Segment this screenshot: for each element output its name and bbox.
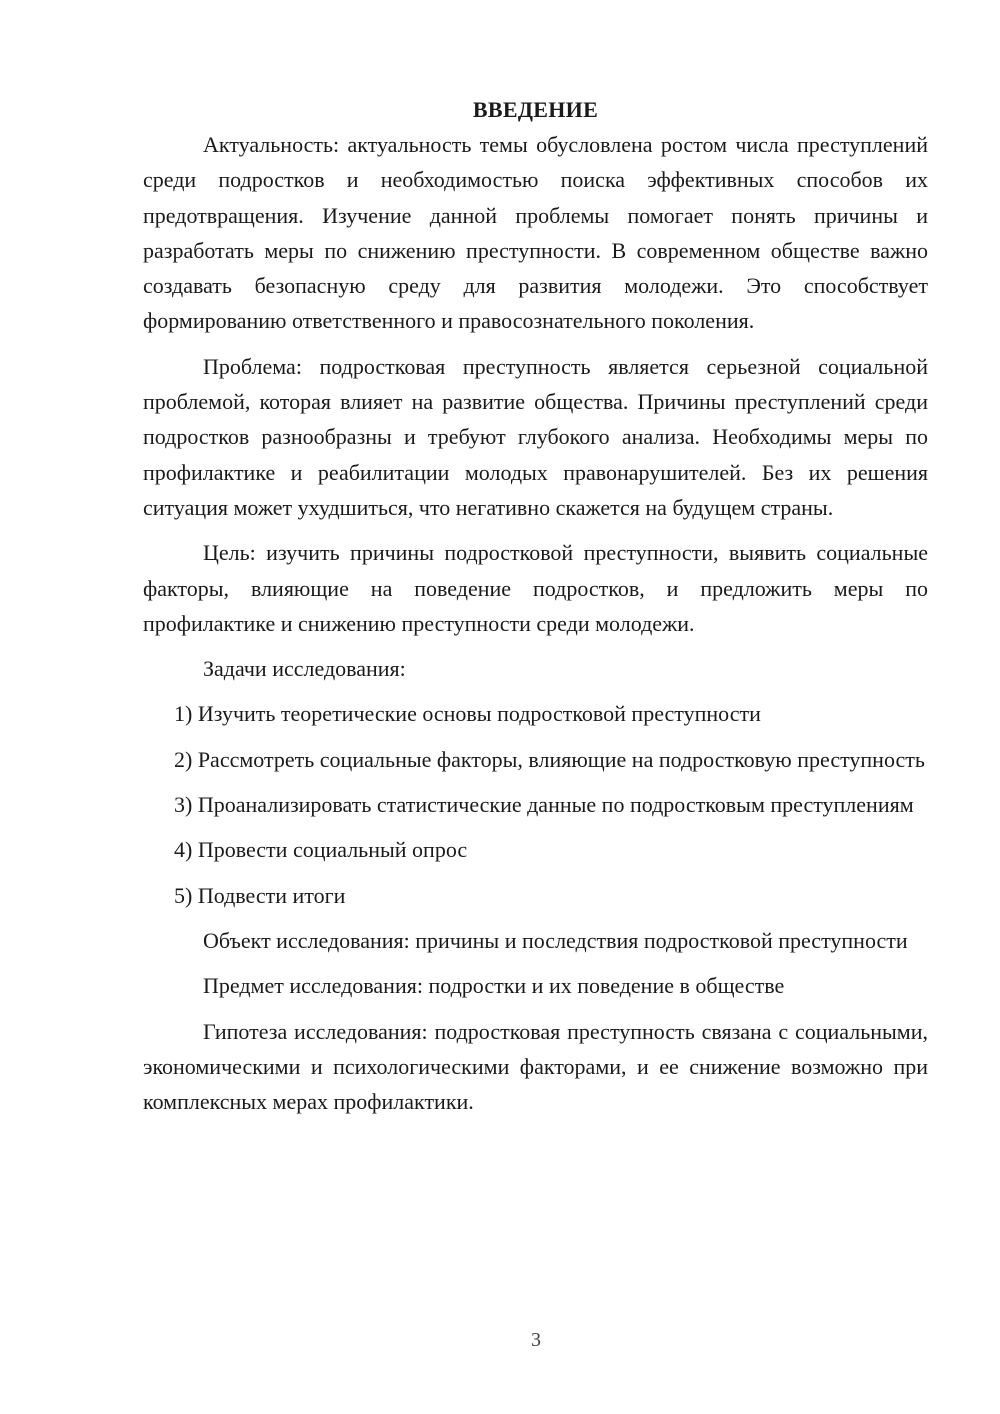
paragraph-subject: Предмет исследования: подростки и их поведение в обществе xyxy=(203,973,785,999)
list-item: 5) Подвести итоги xyxy=(174,882,346,908)
page-title: ВВЕДЕНИЕ xyxy=(472,97,599,122)
document-page xyxy=(143,92,928,1119)
page-number: 3 xyxy=(531,1329,541,1351)
list-item: 3) Проанализировать статистические данные по подростковым преступлениям xyxy=(174,792,914,818)
tasks-list xyxy=(143,696,928,912)
paragraph-problem: Проблема: подростковая преступность является серьезной социальной проблемой, которая влияет на развитие общества. Причины преступлений среди подростков разнообразны и требуют глубокого анализа. Необходимы меры по профилактике и реабилитации молодых правонарушителей. Без их решения ситуация может ухудшиться, что негативно скажется на будущем страны. xyxy=(143,353,928,520)
list-item: 1) Изучить теоретические основы подростковой преступности xyxy=(174,701,761,727)
tasks-heading: Задачи исследования: xyxy=(203,656,406,682)
paragraph-relevance: Актуальность: актуальность темы обусловлена ростом числа преступлений среди подростков и необходимостью поиска эффективных способов их предотвращения. Изучение данной проблемы помогает понять причины и разработать меры по снижению преступности. В современном обществе важно создавать безопасную среду для развития молодежи. Это способствует формированию ответственного и правосознательного поколения. xyxy=(143,132,928,334)
paragraph-goal: Цель: изучить причины подростковой преступности, выявить социальные факторы, влияющие на поведение подростков, и предложить меры по профилактике и снижению преступности среди молодежи. xyxy=(143,540,928,636)
paragraph-object: Объект исследования: причины и последствия подростковой преступности xyxy=(203,927,908,953)
list-item: 4) Провести социальный опрос xyxy=(174,837,468,863)
list-item: 2) Рассмотреть социальные факторы, влияющие на подростковую преступность xyxy=(174,746,925,772)
paragraph-hypothesis: Гипотеза исследования: подростковая преступность связана с социальными, экономическими и психологическими факторами, и ее снижение возможно при комплексных мерах профилактики. xyxy=(143,1018,928,1115)
